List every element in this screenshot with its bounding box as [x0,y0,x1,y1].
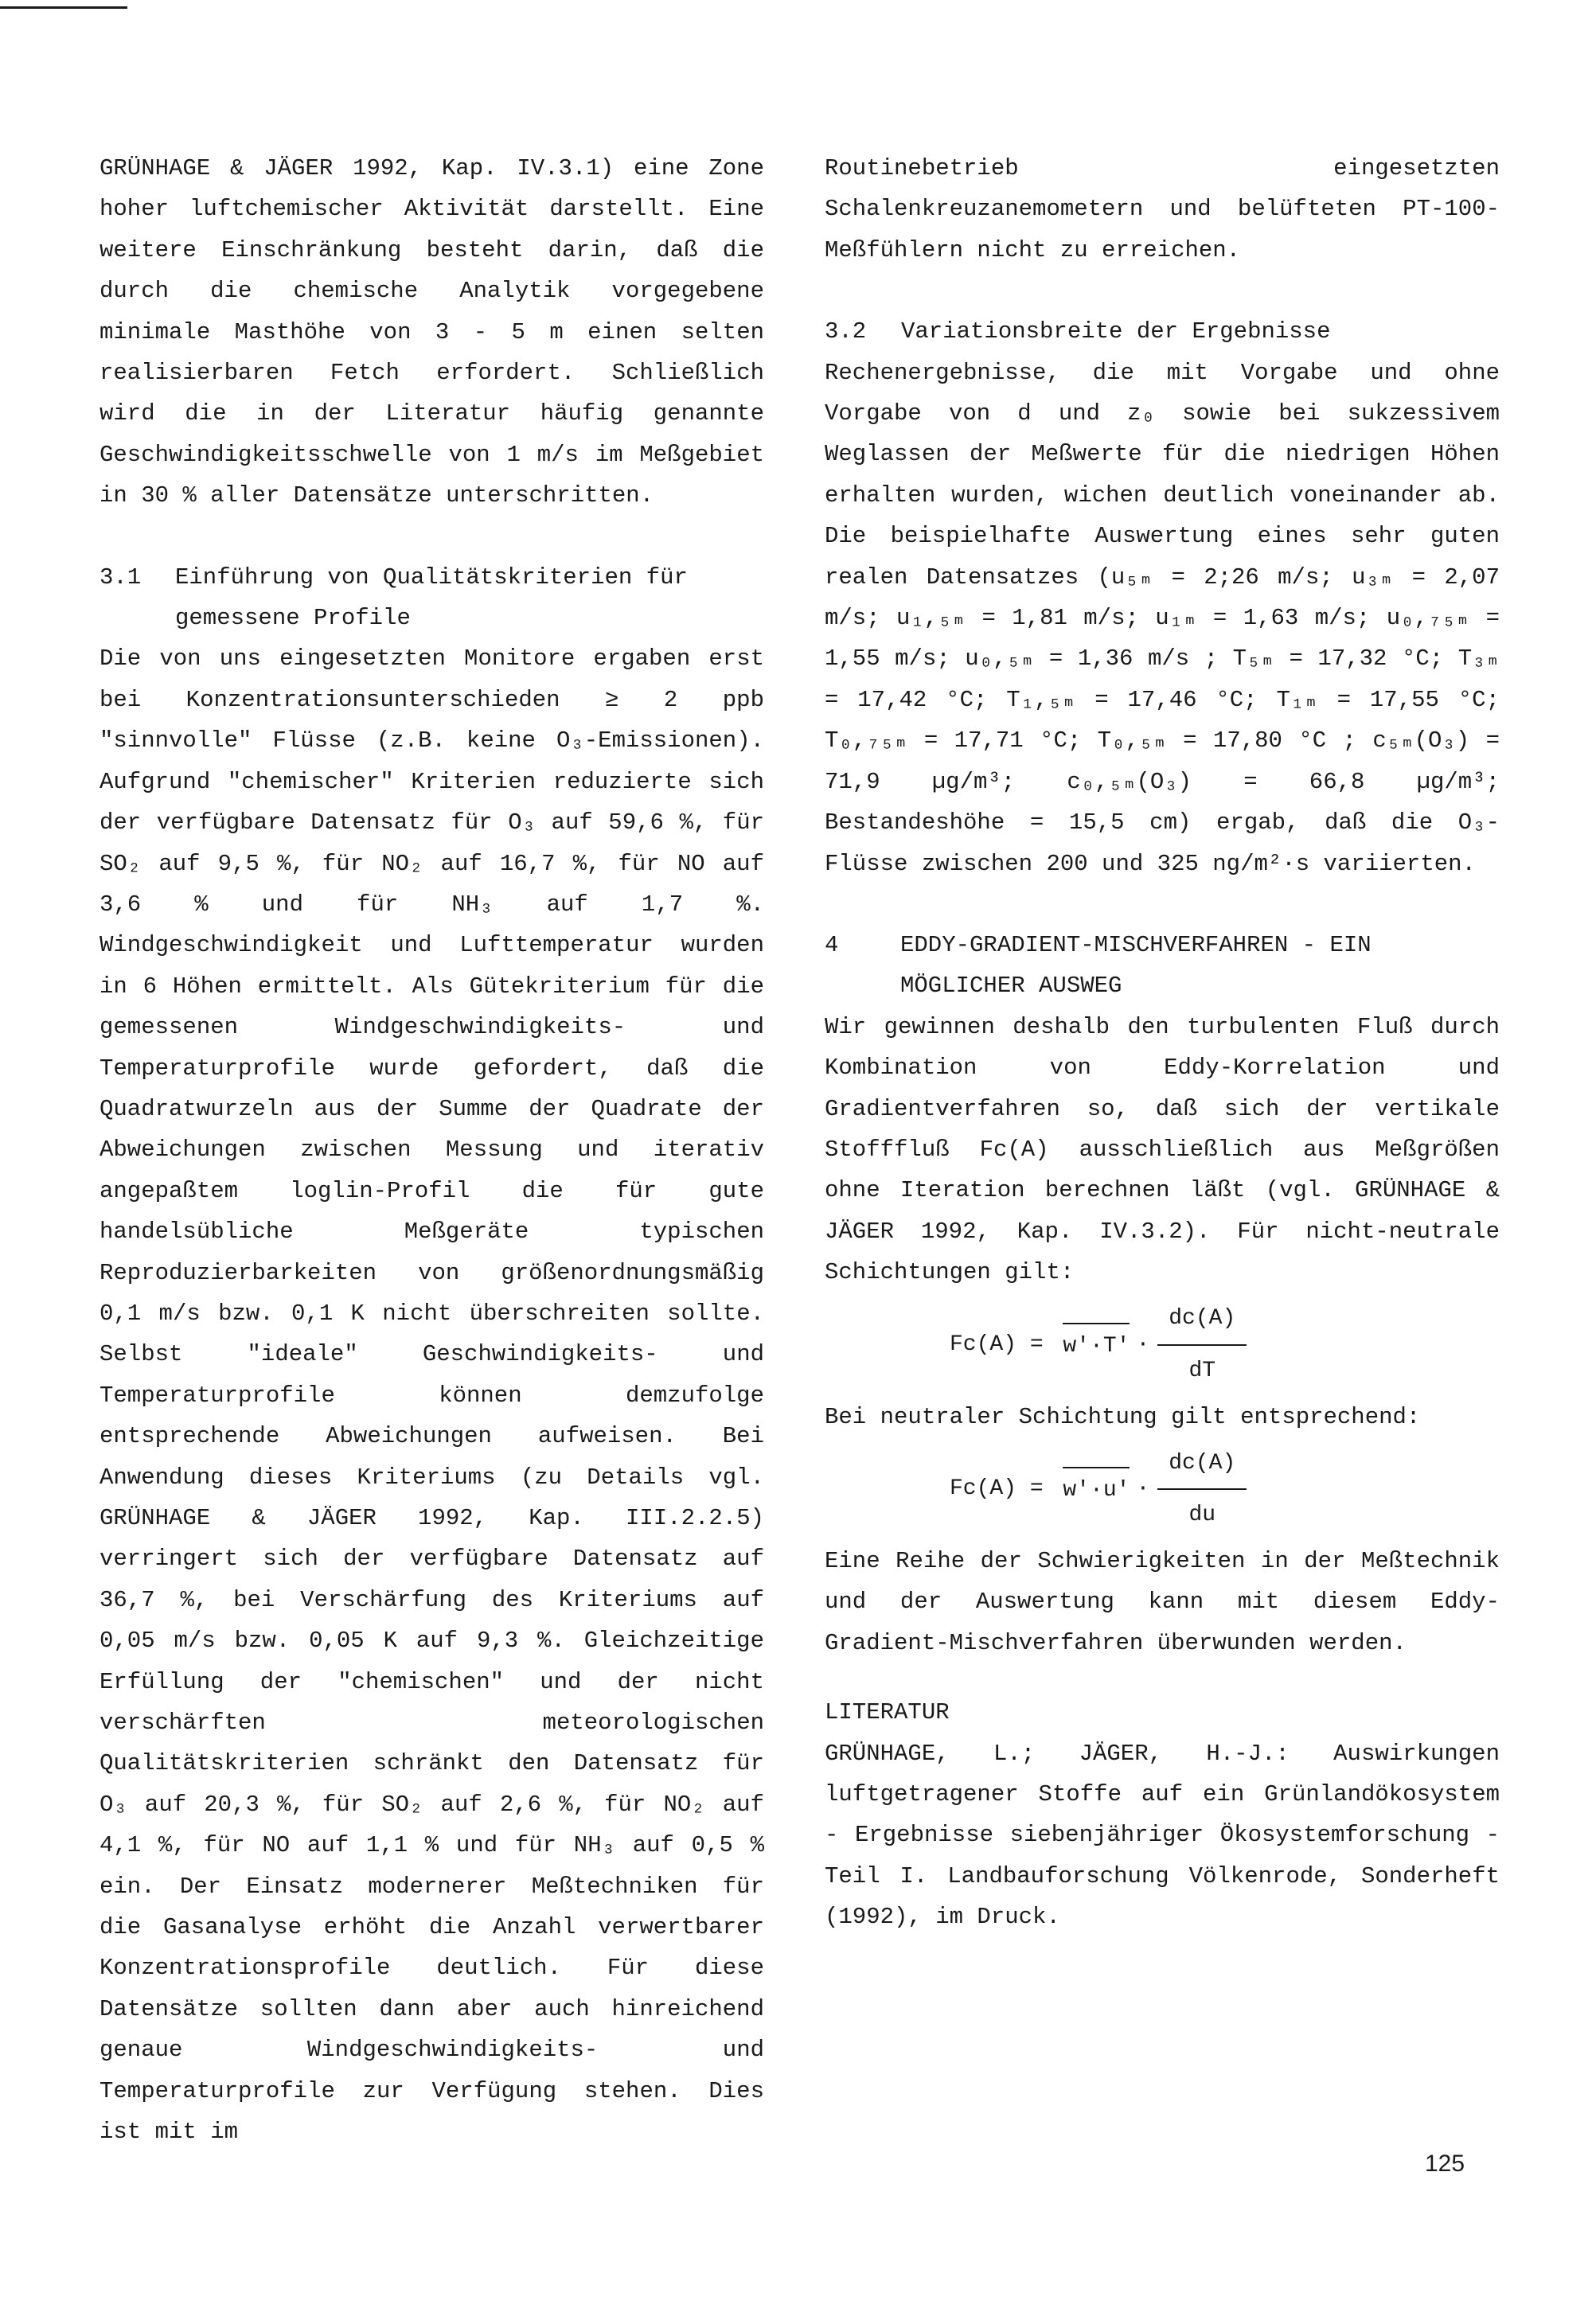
left-column [100,148,764,2153]
section-title: EDDY-GRADIENT-MISCHVERFAHREN - EIN MÖGLICHER AUSWEG [900,931,1372,1000]
right-column [825,148,1500,1938]
neutral-paragraph: Bei neutraler Schichtung gilt entsprechend: [825,1403,1421,1430]
continued-paragraph: Routinebetrieb eingesetzten Schalenkreuzanemometern und belüfteten PT-100-Meßfühlern nicht zu erreichen. [825,155,1500,263]
equation-numerator: dc(A) [1157,1443,1247,1490]
equation-lhs: Fc(A) = [950,1476,1057,1502]
equation-dot: · [1136,1476,1150,1502]
equation-lhs: Fc(A) = [950,1332,1057,1357]
equation-fraction [1157,1443,1247,1536]
intro-paragraph: GRÜNHAGE & JÄGER 1992, Kap. IV.3.1) eine Zone hoher luftchemischer Aktivität darstellt. Eine weitere Einschränkung besteht darin, daß die durch die chemische Analytik vorgegebene minimale Masthöhe von 3 - 5 m einen selten realisierbaren Fetch erfordert. Schließlich wird die in der Literatur häufig genannte Geschwindigkeitsschwelle von 1 m/s im Meßgebiet in 30 % aller Datensätze unterschritten. [100,155,764,509]
section-3-1-paragraph: Die von uns eingesetzten Monitore ergaben erst bei Konzentrationsunterschieden ≥ 2 ppb "sinnvolle" Flüsse (z.B. keine O₃-Emissionen). Aufgrund "chemischer" Kriterien reduzierte sich der verfügbare Datensatz für O₃ auf 59,6 %, für SO₂ auf 9,5 %, für NO₂ auf 16,7 %, für NO auf 3,6 % und für NH₃ auf 1,7 %. Windgeschwindigkeit und Lufttemperatur wurden in 6 Höhen ermittelt. Als Gütekriterium für die gemessenen Windgeschwindigkeits- und Temperaturprofile wurde gefordert, daß die Quadratwurzeln aus der Summe der Quadrate der Abweichungen zwischen Messung und iterativ angepaßtem loglin-Profil die für gute handelsübliche Meßgeräte typischen Reproduzierbarkeiten von größenordnungsmäßig 0,1 m/s bzw. 0,1 K nicht überschreiten sollte. Selbst "ideale" Geschwindigkeits- und Temperaturprofile können demzufolge entsprechende Abweichungen aufweisen. Bei Anwendung dieses Kriteriums (zu Details vgl. GRÜNHAGE & JÄGER 1992, Kap. III.2.2.5) verringert sich der verfügbare Datensatz auf 36,7 %, bei Verschärfung des Kriteriums auf 0,05 m/s bzw. 0,05 K auf 9,3 %. Gleichzeitige Erfüllung der "chemischen" und der nicht verschärften meteorologischen Qualitätskriterien schränkt den Datensatz für O₃ auf 20,3 %, für SO₂ auf 2,6 %, für NO₂ auf 4,1 %, für NO auf 1,1 % und für NH₃ auf 0,5 % ein. Der Einsatz modernerer Meßtechniken für die Gasanalyse erhöht die Anzahl verwertbarer Konzentrationsprofile deutlich. Für diese Datensätze sollten dann aber auch hinreichend genaue Windgeschwindigkeits- und Temperaturprofile zur Verfügung stehen. Dies ist mit im [100,645,764,2146]
equation-denominator: du [1188,1502,1216,1527]
equation-neutral [825,1437,1500,1541]
literatur-heading: LITERATUR [825,1699,950,1726]
section-number: 3.2 [825,318,867,345]
equation-covariance: w'·u' [1063,1467,1130,1511]
section-4-paragraph: Wir gewinnen deshalb den turbulenten Fluß durch Kombination von Eddy-Korrelation und Gradientverfahren so, daß sich der vertikale Stofffluß Fc(A) ausschließlich aus Meßgrößen ohne Iteration berechnen läßt (vgl. GRÜNHAGE & JÄGER 1992, Kap. IV.3.2). Für nicht-neutrale Schichtungen gilt: [825,1013,1500,1286]
equation-covariance: w'·T' [1063,1323,1130,1367]
section-3-2-heading [825,311,1500,352]
reference-entry: GRÜNHAGE, L.; JÄGER, H.-J.: Auswirkungen luftgetragener Stoffe auf ein Grünlandökosystem - Ergebnisse siebenjähriger Ökosystemforschung - Teil I. Landbauforschung Völkenrode, Sonderheft (1992), im Druck. [825,1740,1500,1931]
section-3-1-heading [100,557,764,639]
section-title: Einführung von Qualitätskriterien für gemessene Profile [175,563,688,632]
equation-dot: · [1136,1332,1150,1357]
section-number: 4 [825,931,839,958]
closing-paragraph: Eine Reihe der Schwierigkeiten in der Meßtechnik und der Auswertung kann mit diesem Eddy-Gradient-Mischverfahren überwunden werden. [825,1547,1500,1656]
section-title: Variationsbreite der Ergebnisse [901,318,1331,345]
equation-numerator: dc(A) [1157,1298,1247,1345]
section-3-2-paragraph: Rechenergebnisse, die mit Vorgabe und ohne Vorgabe von d und z₀ sowie bei sukzessivem Weglassen der Meßwerte für die niedrigen Höhen erhalten wurden, wichen deutlich voneinander ab. Die beispielhafte Auswertung eines sehr guten realen Datensatzes (u₅ₘ = 2;26 m/s; u₃ₘ = 2,07 m/s; u₁,₅ₘ = 1,81 m/s; u₁ₘ = 1,63 m/s; u₀,₇₅ₘ = 1,55 m/s; u₀,₅ₘ = 1,36 m/s ; T₅ₘ = 17,32 °C; T₃ₘ = 17,42 °C; T₁,₅ₘ = 17,46 °C; T₁ₘ = 17,55 °C; T₀,₇₅ₘ = 17,71 °C; T₀,₅ₘ = 17,80 °C ; c₅ₘ(O₃) = 71,9 µg/m³; c₀,₅ₘ(O₃) = 66,8 µg/m³; Bestandeshöhe = 15,5 cm) ergab, daß die O₃-Flüsse zwischen 200 und 325 ng/m²·s variierten. [825,359,1500,877]
top-rule [0,6,127,9]
equation-fraction [1157,1298,1247,1391]
section-4-heading [825,925,1500,1007]
page-number: 125 [1425,2150,1465,2177]
equation-denominator: dT [1188,1358,1216,1383]
equation-non-neutral [825,1293,1500,1397]
section-number: 3.1 [100,563,142,591]
